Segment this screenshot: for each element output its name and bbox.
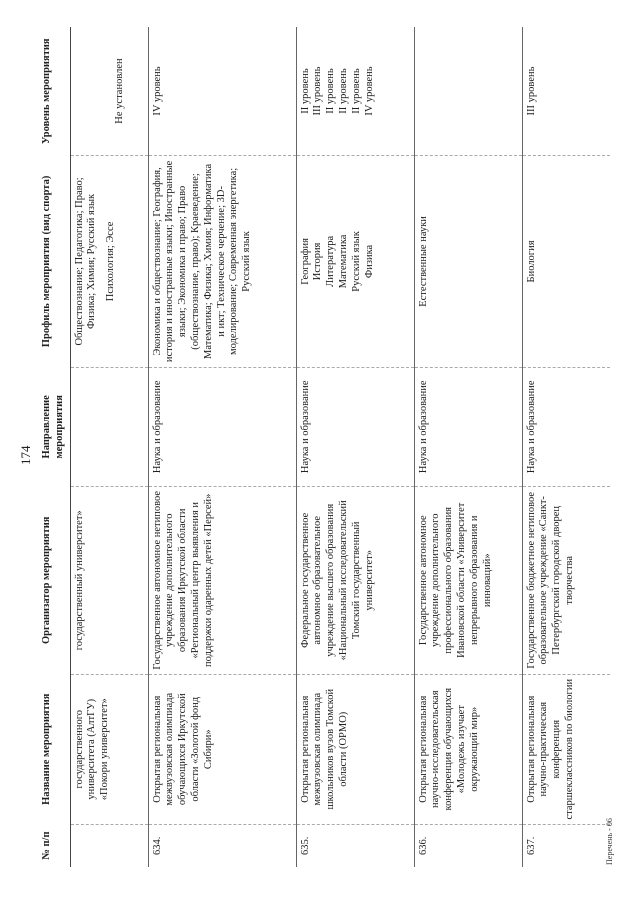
- profile-item: Обществознание; Педагогика; Право; Физика; Химия; Русский язык: [73, 177, 98, 346]
- header-level: Уровень мероприятия: [38, 27, 70, 156]
- level-item: II уровень: [299, 68, 311, 114]
- event-name: Открытая региональная научно-исследовательская конференция обучающихся «Молодежь изучает окружающий мир»: [414, 674, 522, 824]
- level-item: II уровень: [350, 68, 362, 114]
- profile-item: География: [299, 238, 311, 285]
- level-item: IV уровень: [363, 66, 375, 116]
- table-row: [70, 27, 148, 867]
- event-levels: [148, 27, 296, 156]
- profile-item: Биология: [525, 240, 537, 283]
- header-profile: Профиль мероприятия (вид спорта): [38, 156, 70, 368]
- event-profiles: [70, 156, 148, 368]
- header-name: Название мероприятия: [38, 674, 70, 824]
- header-direction: Направление мероприятия: [38, 367, 70, 486]
- profile-item: Физика: [363, 244, 375, 279]
- event-profiles: [148, 156, 296, 368]
- level-item: [74, 31, 114, 151]
- level-item: IV уровень: [151, 66, 163, 116]
- table-row: [414, 27, 522, 867]
- row-number: 634.: [148, 824, 296, 867]
- event-organizer: Государственное бюджетное нетиповое образовательное учреждение «Санкт-Петербургский городской дворец творчества: [522, 486, 610, 674]
- table-row: [148, 27, 296, 867]
- event-direction: Наука и образование: [522, 367, 610, 486]
- profile-item: Естественные науки: [417, 216, 429, 307]
- table-row: [522, 27, 610, 867]
- level-item: Не установлен: [113, 58, 125, 124]
- event-levels: [522, 27, 610, 156]
- event-name: государственного университета (АлтГУ) «Покори университет»: [70, 674, 148, 824]
- event-organizer: Государственное автономное нетиповое учреждение дополнительного образования Иркутской области «Региональный центр выявления и поддержки одаренных детей «Персей»: [148, 486, 296, 674]
- level-item: III уровень: [312, 66, 324, 116]
- page-footer: Перечень - 06: [605, 818, 614, 865]
- event-organizer: Государственное автономное учреждение дополнительного профессионального образования Ивановской области «Университет непрерывного образования и инноваций»: [414, 486, 522, 674]
- profile-item: История: [312, 242, 324, 281]
- profile-item: Экономика и обществознание; География, история и иностранные языки; Иностранные языки; Экономика и право; Право (обществознание, право); Краеведение; Математика; Физика; Химия; Информатика и икт; Техническое черчение; 3D-моделирование; Современная энергетика; Русский язык: [151, 160, 253, 363]
- profile-item: Русский язык: [350, 231, 362, 292]
- profile-item: Математика: [337, 234, 349, 289]
- event-direction: Наука и образование: [148, 367, 296, 486]
- event-direction: Наука и образование: [296, 367, 414, 486]
- event-name: Открытая региональная научно-практическая конференция старшеклассников по биологии: [522, 674, 610, 824]
- event-profiles: [296, 156, 414, 368]
- event-levels: [296, 27, 414, 156]
- table-row: [296, 27, 414, 867]
- events-table: [38, 27, 610, 867]
- event-profiles: [414, 156, 522, 368]
- event-organizer: государственный университет»: [70, 486, 148, 674]
- table-header-row: [38, 27, 70, 867]
- header-number: № п/п: [38, 824, 70, 867]
- event-direction: [70, 367, 148, 486]
- event-name: Открытая региональная межвузовская олимпиада обучающихся Иркутской области «Золотой фонд Сибири»: [148, 674, 296, 824]
- event-levels: [70, 27, 148, 156]
- profile-item: Литература: [325, 235, 337, 288]
- event-name: Открытая региональная межвузовская олимпиада школьников вузов Томской области (ОРМО): [296, 674, 414, 824]
- event-profiles: [522, 156, 610, 368]
- level-item: II уровень: [337, 68, 349, 114]
- profile-item: Психология; Эссе: [105, 221, 117, 302]
- event-levels: [414, 27, 522, 156]
- level-item: II уровень: [325, 68, 337, 114]
- level-item: III уровень: [525, 66, 537, 116]
- event-direction: Наука и образование: [414, 367, 522, 486]
- page-number: 174: [18, 445, 33, 465]
- row-number: [70, 824, 148, 867]
- row-number: 636.: [414, 824, 522, 867]
- row-number: 635.: [296, 824, 414, 867]
- event-organizer: Федеральное государственное автономное образовательное учреждение высшего образования «Национальный исследовательский Томский государственный университет»: [296, 486, 414, 674]
- header-organizer: Организатор мероприятия: [38, 486, 70, 674]
- row-number: 637.: [522, 824, 610, 867]
